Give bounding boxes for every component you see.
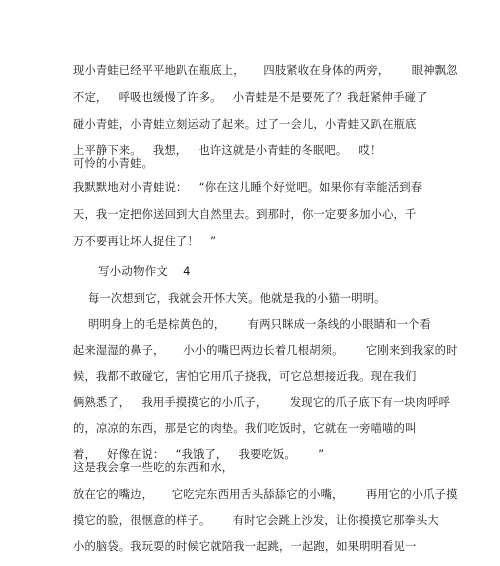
text-line: 俩熟悉了， 我用手摸摸它的小爪子， 发现它的爪子底下有一块肉呼呼 bbox=[73, 396, 451, 409]
text-line: 明明身上的毛是棕黄色的， 有两只眯成一条线的小眼睛和一个看 bbox=[73, 318, 431, 331]
text-line: 我默默地对小青蛙说： “你在这儿睡个好觉吧。如果你有幸能活到春 bbox=[73, 181, 423, 194]
text-line: 上平静下来。 我想， 也许这就是小青蛙的冬眠吧。 哎！ bbox=[73, 144, 382, 157]
text-line: 万不要再让坏人捉住了！ ” bbox=[73, 235, 217, 248]
text-line: 天，我一定把你送回到大自然里去。到那时，你一定要多加小心，千 bbox=[73, 208, 417, 221]
text-line: 小的脑袋。我玩耍的时候它就陪我一起跳，一起跑，如果明明看见一 bbox=[73, 540, 417, 553]
text-line: 现小青蛙已经平平地趴在瓶底上， 四肢紧收在身体的两旁， 眼神飘忽 bbox=[73, 64, 458, 77]
text-line: 着， 好像在说： “我饿了， 我要吃饭。 ” bbox=[73, 448, 325, 461]
text-line: 放在它的嘴边， 它吃完东西用舌头舔舔它的小嘴， 再用它的小爪子摸 bbox=[73, 488, 458, 501]
text-line: 的，凉凉的东西，那是它的肉垫。我们吃饭时，它就在一旁喵喵的叫 bbox=[73, 422, 417, 435]
text-line: 不定， 呼吸也缓慢了许多。 小青蛙是不是要死了？我赶紧伸手碰了 bbox=[73, 91, 428, 104]
text-line: 候，我都不敢碰它，害怕它用爪子挠我，可它总想接近我。现在我们 bbox=[73, 370, 417, 383]
text-line: 可怜的小青蛙。 bbox=[73, 157, 154, 170]
text-line: 每一次想到它，我就会开怀大笑。他就是我的小猫一明明。 bbox=[73, 292, 386, 305]
text-line: 摸它的脸，很惬意的样子。 有时它会跳上沙发，让你摸摸它那拳头大 bbox=[73, 514, 439, 527]
text-line: 碰小青蛙，小青蛙立刻运动了起来。过了一会儿，小青蛙又趴在瓶底 bbox=[73, 118, 417, 131]
text-line: 起来湿湿的鼻子， 小小的嘴巴两边长着几根胡须。 它刚来到我家的时 bbox=[73, 344, 458, 357]
text-line: 这是我会拿一些吃的东西和水， bbox=[73, 461, 234, 474]
section-heading: 写小动物作文 4 bbox=[98, 264, 191, 278]
